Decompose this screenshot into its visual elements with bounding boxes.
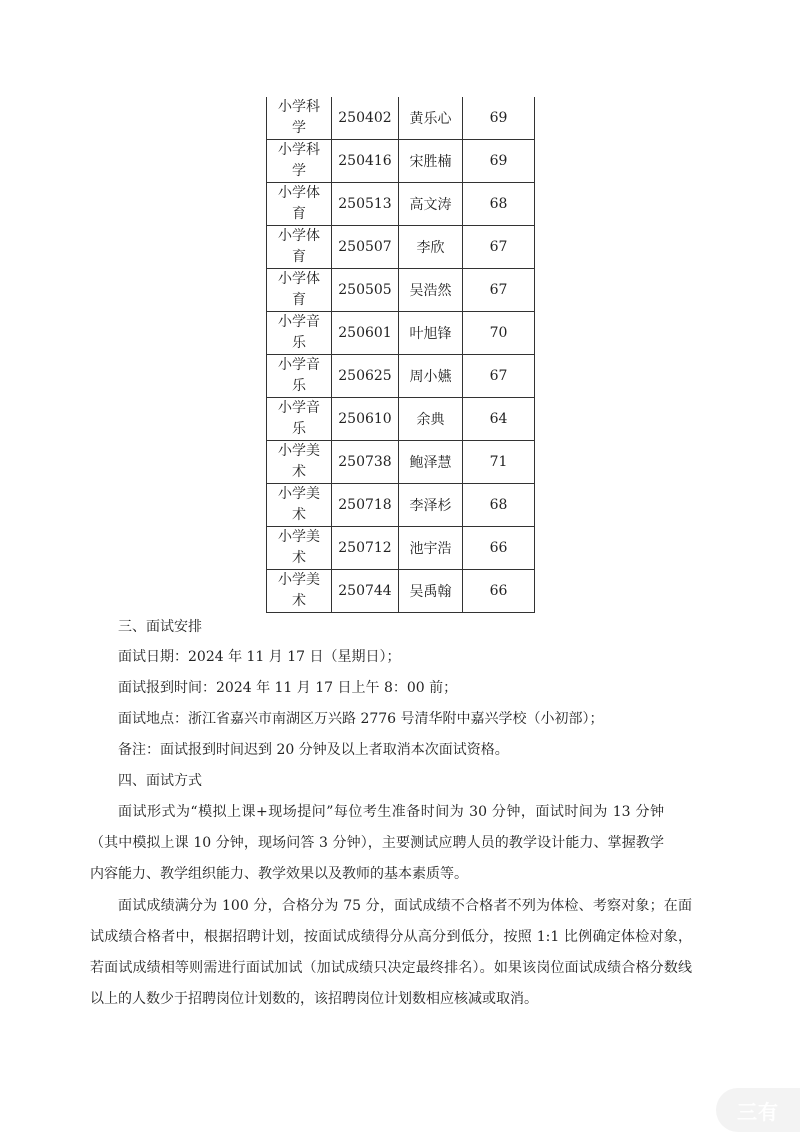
candidate-id-cell: 250601 <box>332 312 399 355</box>
watermark-text: 三有 <box>737 1099 779 1124</box>
score-cell: 64 <box>463 398 535 441</box>
score-cell: 70 <box>463 312 535 355</box>
score-table <box>266 97 535 613</box>
subject-cell: 小学美术 <box>267 570 332 613</box>
score-cell: 69 <box>463 97 535 140</box>
table-row <box>267 527 535 570</box>
score-cell: 66 <box>463 527 535 570</box>
score-cell: 69 <box>463 140 535 183</box>
checkin-time: 面试报到时间：2024 年 11 月 17 日上午 8：00 前； <box>118 680 458 696</box>
candidate-id-cell: 250744 <box>332 570 399 613</box>
candidate-id-cell: 250507 <box>332 226 399 269</box>
table-row <box>267 398 535 441</box>
subject-cell: 小学科学 <box>267 140 332 183</box>
subject-cell: 小学体育 <box>267 226 332 269</box>
candidate-name-cell: 叶旭锋 <box>399 312 463 355</box>
candidate-name-cell: 宋胜楠 <box>399 140 463 183</box>
section-4-heading: 四、面试方式 <box>118 773 202 789</box>
section-3-heading: 三、面试安排 <box>118 619 202 635</box>
candidate-name-cell: 池宇浩 <box>399 527 463 570</box>
candidate-id-cell: 250513 <box>332 183 399 226</box>
remark: 备注：面试报到时间迟到 20 分钟及以上者取消本次面试资格。 <box>118 742 509 758</box>
candidate-name-cell: 高文涛 <box>399 183 463 226</box>
table-row <box>267 570 535 613</box>
interview-format-paragraph: 面试形式为“模拟上课+现场提问”每位考生准备时间为 30 分钟，面试时间为 13 分钟（其中模拟上课 10 分钟，现场问答 3 分钟），主要测试应聘人员的教学设计能力、掌握教学内容能力、教学组织能力、教学效果以及教师的基本素质等。 <box>90 804 664 882</box>
candidate-id-cell: 250505 <box>332 269 399 312</box>
candidate-name-cell: 鲍泽慧 <box>399 441 463 484</box>
score-cell: 71 <box>463 441 535 484</box>
score-cell: 66 <box>463 570 535 613</box>
table-row <box>267 140 535 183</box>
candidate-name-cell: 吴浩然 <box>399 269 463 312</box>
score-cell: 67 <box>463 269 535 312</box>
table-row <box>267 226 535 269</box>
subject-cell: 小学科学 <box>267 97 332 140</box>
candidate-id-cell: 250738 <box>332 441 399 484</box>
candidate-id-cell: 250610 <box>332 398 399 441</box>
table-row <box>267 269 535 312</box>
score-cell: 68 <box>463 484 535 527</box>
subject-cell: 小学音乐 <box>267 398 332 441</box>
interview-date: 面试日期：2024 年 11 月 17 日（星期日）； <box>118 649 401 665</box>
candidate-id-cell: 250625 <box>332 355 399 398</box>
candidate-id-cell: 250718 <box>332 484 399 527</box>
score-cell: 68 <box>463 183 535 226</box>
candidate-name-cell: 黄乐心 <box>399 97 463 140</box>
candidate-id-cell: 250402 <box>332 97 399 140</box>
interview-score-paragraph: 面试成绩满分为 100 分，合格分为 75 分，面试成绩不合格者不列为体检、考察对象；在面试成绩合格者中，根据招聘计划，按面试成绩得分从高分到低分，按照 1:1 比例确定体检对象，若面试成绩相等则需进行面试加试（加试成绩只决定最终排名）。如果该岗位面试成绩合格分数线以上的人数少于招聘岗位计划数的，该招聘岗位计划数相应核减或取消。 <box>90 898 692 1007</box>
subject-cell: 小学体育 <box>267 269 332 312</box>
score-cell: 67 <box>463 226 535 269</box>
candidate-name-cell: 李欣 <box>399 226 463 269</box>
score-cell: 67 <box>463 355 535 398</box>
table-row <box>267 97 535 140</box>
subject-cell: 小学美术 <box>267 441 332 484</box>
table-row <box>267 355 535 398</box>
candidate-name-cell: 吴禹翰 <box>399 570 463 613</box>
candidate-name-cell: 李泽杉 <box>399 484 463 527</box>
subject-cell: 小学美术 <box>267 527 332 570</box>
candidate-name-cell: 周小嬿 <box>399 355 463 398</box>
interview-location: 面试地点：浙江省嘉兴市南湖区万兴路 2776 号清华附中嘉兴学校（小初部）； <box>118 711 604 727</box>
candidate-id-cell: 250416 <box>332 140 399 183</box>
candidate-name-cell: 余典 <box>399 398 463 441</box>
table-row <box>267 183 535 226</box>
score-table-body <box>267 97 535 613</box>
subject-cell: 小学美术 <box>267 484 332 527</box>
subject-cell: 小学体育 <box>267 183 332 226</box>
table-row <box>267 441 535 484</box>
subject-cell: 小学音乐 <box>267 355 332 398</box>
table-row <box>267 312 535 355</box>
table-row <box>267 484 535 527</box>
candidate-id-cell: 250712 <box>332 527 399 570</box>
subject-cell: 小学音乐 <box>267 312 332 355</box>
watermark-logo <box>716 1088 800 1132</box>
